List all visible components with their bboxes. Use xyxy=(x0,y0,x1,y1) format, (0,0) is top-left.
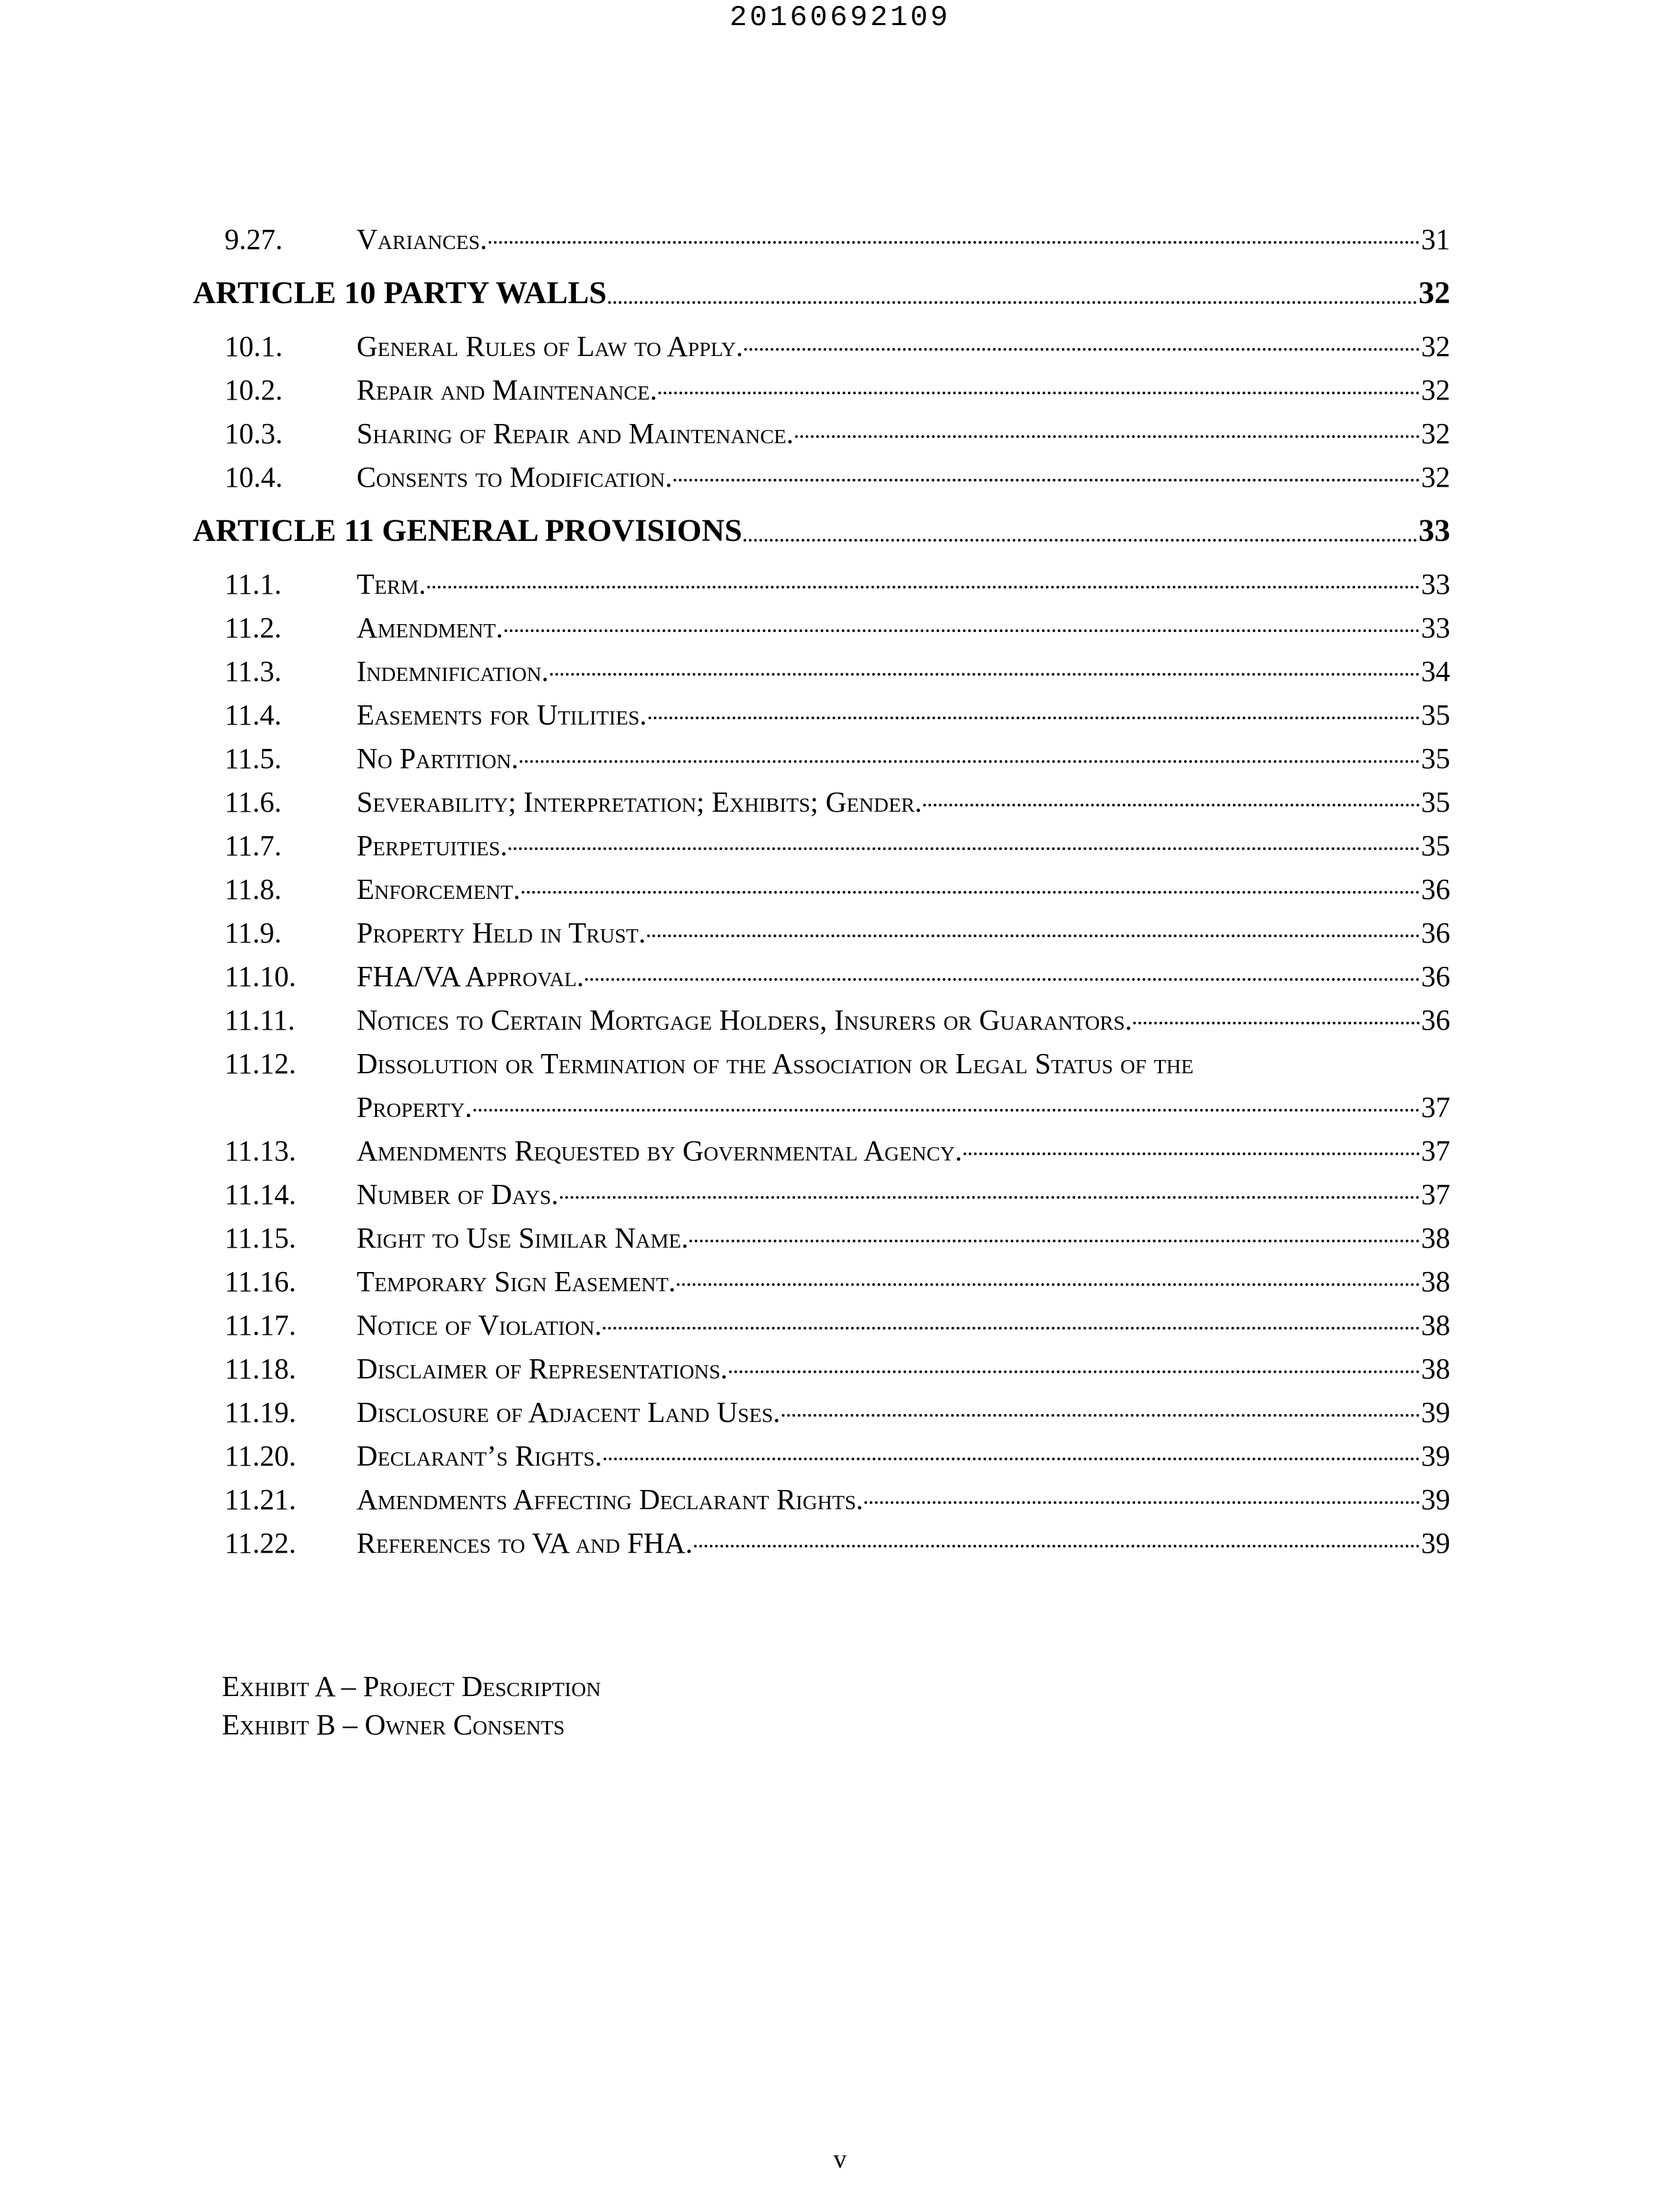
dot-leader xyxy=(427,586,1420,588)
toc-article-heading[interactable] xyxy=(190,499,1450,563)
toc-entry-title: Amendments Affecting Declarant Rights. xyxy=(357,1483,864,1516)
toc-entry-number: 11.3. xyxy=(225,655,282,688)
toc-entry-title: Temporary Sign Easement. xyxy=(357,1265,676,1298)
toc-entry-number: 11.6. xyxy=(225,786,282,818)
toc-entry[interactable] xyxy=(190,1260,1450,1304)
toc-entry-title: Disclosure of Adjacent Land Uses. xyxy=(357,1396,781,1429)
toc-entry-page: 32 xyxy=(1421,330,1450,363)
toc-entry-number: 9.27. xyxy=(225,223,283,256)
toc-entry-title: Variances. xyxy=(357,223,487,256)
dot-leader xyxy=(522,891,1420,894)
toc-entry[interactable] xyxy=(190,737,1450,781)
toc-entry[interactable] xyxy=(190,1217,1450,1260)
toc-entry[interactable] xyxy=(190,911,1450,955)
toc-entry-title: General Rules of Law to Apply. xyxy=(357,330,744,363)
toc-entry-title: Dissolution or Termination of the Association or Legal Status of the xyxy=(357,1047,1194,1080)
toc-entry-number: 11.20. xyxy=(225,1440,297,1472)
dot-leader xyxy=(1133,1022,1420,1024)
toc-entry-page: 36 xyxy=(1421,960,1450,993)
toc-entry-page: 36 xyxy=(1421,1004,1450,1036)
toc-entry-page: 31 xyxy=(1421,223,1450,256)
toc-entry-number: 11.2. xyxy=(225,612,282,644)
toc-entry-page: 39 xyxy=(1421,1440,1450,1472)
toc-article-title: ARTICLE 11 GENERAL PROVISIONS xyxy=(193,513,742,548)
toc-entry-number: 11.4. xyxy=(225,699,282,731)
toc-entry-number: 10.3. xyxy=(225,417,283,450)
toc-entry[interactable] xyxy=(190,325,1450,369)
exhibit-item[interactable]: Exhibit B – Owner Consents xyxy=(222,1709,565,1741)
toc-entry-page: 35 xyxy=(1421,786,1450,818)
dot-leader xyxy=(560,1196,1420,1199)
toc-entry-title: Right to Use Similar Name. xyxy=(357,1222,689,1254)
toc-entry-number: 11.1. xyxy=(225,568,282,600)
dot-leader xyxy=(923,804,1420,806)
toc-entry-title: FHA/VA Approval. xyxy=(357,960,584,993)
toc-entry[interactable] xyxy=(190,693,1450,737)
toc-entry-number: 11.14. xyxy=(225,1178,297,1211)
table-of-contents xyxy=(190,218,1450,1565)
toc-entry-title: Repair and Maintenance. xyxy=(357,374,658,406)
toc-entry-page: 34 xyxy=(1421,655,1450,688)
toc-entry[interactable] xyxy=(190,606,1450,650)
toc-entry[interactable] xyxy=(190,412,1450,456)
toc-article-title: ARTICLE 10 PARTY WALLS xyxy=(193,275,607,310)
toc-entry-page: 33 xyxy=(1421,612,1450,644)
toc-article-heading[interactable] xyxy=(190,262,1450,325)
dot-leader xyxy=(489,241,1420,244)
toc-entry-title: Property Held in Trust. xyxy=(357,917,646,949)
dot-leader xyxy=(744,348,1420,351)
exhibit-item[interactable]: Exhibit A – Project Description xyxy=(222,1670,601,1703)
toc-entry[interactable] xyxy=(190,369,1450,412)
toc-entry[interactable] xyxy=(190,1129,1450,1173)
dot-leader xyxy=(963,1152,1420,1155)
dot-leader xyxy=(520,760,1420,763)
dot-leader xyxy=(729,1370,1420,1373)
dot-leader xyxy=(782,1414,1420,1417)
toc-entry-title-continued: Property. xyxy=(357,1091,472,1123)
toc-entry-title: Enforcement. xyxy=(357,873,521,905)
toc-entry-page: 36 xyxy=(1421,873,1450,905)
toc-entry-page: 39 xyxy=(1421,1483,1450,1516)
toc-entry-page: 32 xyxy=(1421,461,1450,493)
dot-leader xyxy=(744,539,1417,542)
toc-entry[interactable] xyxy=(190,563,1450,606)
dot-leader xyxy=(795,435,1420,438)
toc-entry-number: 11.17. xyxy=(225,1309,297,1341)
dot-leader xyxy=(604,1458,1420,1460)
toc-entry-page: 37 xyxy=(1421,1091,1450,1123)
toc-entry-number: 11.18. xyxy=(225,1353,297,1385)
toc-entry-number: 11.7. xyxy=(225,830,282,862)
toc-entry-number: 11.11. xyxy=(225,1004,295,1036)
toc-entry[interactable] xyxy=(190,781,1450,824)
dot-leader xyxy=(674,479,1420,481)
toc-entry-title: Amendment. xyxy=(357,612,503,644)
toc-entry-page: 39 xyxy=(1421,1527,1450,1559)
toc-entry-title: Severability; Interpretation; Exhibits; Gender. xyxy=(357,786,923,818)
dot-leader xyxy=(603,1327,1420,1329)
toc-entry-number: 11.8. xyxy=(225,873,282,905)
dot-leader xyxy=(508,847,1420,850)
toc-entry-title: No Partition. xyxy=(357,742,519,775)
toc-entry-page: 37 xyxy=(1421,1135,1450,1167)
toc-entry-title: References to VA and FHA. xyxy=(357,1527,693,1559)
document-number: 20160692109 xyxy=(729,1,951,34)
toc-entry-number: 10.4. xyxy=(225,461,283,493)
toc-entry-page: 38 xyxy=(1421,1353,1450,1385)
dot-leader xyxy=(694,1545,1420,1547)
toc-entry-page: 35 xyxy=(1421,830,1450,862)
toc-entry[interactable] xyxy=(190,1391,1450,1435)
toc-entry-title: Consents to Modification. xyxy=(357,461,673,493)
toc-entry-page: 35 xyxy=(1421,699,1450,731)
toc-entry-continuation[interactable] xyxy=(190,1086,1450,1129)
dot-leader xyxy=(677,1283,1420,1286)
toc-entry-number: 11.21. xyxy=(225,1483,297,1516)
toc-entry[interactable] xyxy=(190,218,1450,262)
toc-entry-page: 33 xyxy=(1421,568,1450,600)
toc-article-page: 32 xyxy=(1418,275,1450,310)
toc-entry[interactable] xyxy=(190,1522,1450,1565)
toc-entry-number: 11.9. xyxy=(225,917,282,949)
toc-entry[interactable] xyxy=(190,1478,1450,1522)
toc-entry-title: Notice of Violation. xyxy=(357,1309,602,1341)
page-number: v xyxy=(833,2144,847,2174)
toc-entry[interactable] xyxy=(190,868,1450,911)
dot-leader xyxy=(550,673,1420,676)
toc-entry-page: 38 xyxy=(1421,1265,1450,1298)
toc-entry[interactable] xyxy=(190,1304,1450,1347)
toc-entry-title: Easements for Utilities. xyxy=(357,699,647,731)
toc-entry[interactable] xyxy=(190,1347,1450,1391)
toc-article-page: 33 xyxy=(1418,513,1450,548)
toc-entry[interactable] xyxy=(190,1435,1450,1478)
toc-entry[interactable] xyxy=(190,1173,1450,1217)
toc-entry-page: 38 xyxy=(1421,1222,1450,1254)
toc-entry-number: 11.13. xyxy=(225,1135,297,1167)
toc-entry-number: 11.19. xyxy=(225,1396,297,1429)
toc-entry-page: 37 xyxy=(1421,1178,1450,1211)
toc-entry-number: 11.10. xyxy=(225,960,297,993)
toc-entry-number: 11.12. xyxy=(225,1047,297,1080)
toc-entry[interactable] xyxy=(190,456,1450,499)
toc-entry-title: Sharing of Repair and Maintenance. xyxy=(357,417,794,450)
toc-entry-title: Number of Days. xyxy=(357,1178,559,1211)
toc-entry[interactable] xyxy=(190,955,1450,999)
toc-entry[interactable] xyxy=(190,999,1450,1042)
toc-entry[interactable] xyxy=(190,650,1450,693)
dot-leader xyxy=(647,935,1420,937)
toc-entry-page: 35 xyxy=(1421,742,1450,775)
toc-entry-title: Declarant’s Rights. xyxy=(357,1440,602,1472)
toc-entry-number: 11.22. xyxy=(225,1527,297,1559)
toc-entry-title: Amendments Requested by Governmental Agency. xyxy=(357,1135,963,1167)
toc-entry-page: 39 xyxy=(1421,1396,1450,1429)
dot-leader xyxy=(864,1501,1420,1504)
dot-leader xyxy=(648,717,1420,719)
toc-entry-page: 32 xyxy=(1421,417,1450,450)
toc-entry-title: Disclaimer of Representations. xyxy=(357,1353,728,1385)
toc-entry-title: Indemnification. xyxy=(357,655,549,688)
dot-leader xyxy=(473,1109,1420,1112)
dot-leader xyxy=(585,978,1420,981)
toc-entry[interactable] xyxy=(190,824,1450,868)
toc-entry-number: 10.1. xyxy=(225,330,283,363)
dot-leader xyxy=(608,301,1417,304)
toc-entry-title: Term. xyxy=(357,568,427,600)
dot-leader xyxy=(505,629,1420,632)
toc-entry-page: 36 xyxy=(1421,917,1450,949)
toc-entry-page: 38 xyxy=(1421,1309,1450,1341)
toc-entry-number: 10.2. xyxy=(225,374,283,406)
dot-leader xyxy=(689,1240,1420,1242)
exhibit-list xyxy=(222,1668,601,1744)
toc-entry-page: 32 xyxy=(1421,374,1450,406)
toc-entry-number: 11.15. xyxy=(225,1222,297,1254)
toc-entry[interactable] xyxy=(190,1042,1450,1086)
toc-entry-number: 11.16. xyxy=(225,1265,297,1298)
toc-entry-number: 11.5. xyxy=(225,742,282,775)
toc-entry-title: Perpetuities. xyxy=(357,830,508,862)
dot-leader xyxy=(658,392,1420,394)
toc-entry-title: Notices to Certain Mortgage Holders, Insurers or Guarantors. xyxy=(357,1004,1133,1036)
